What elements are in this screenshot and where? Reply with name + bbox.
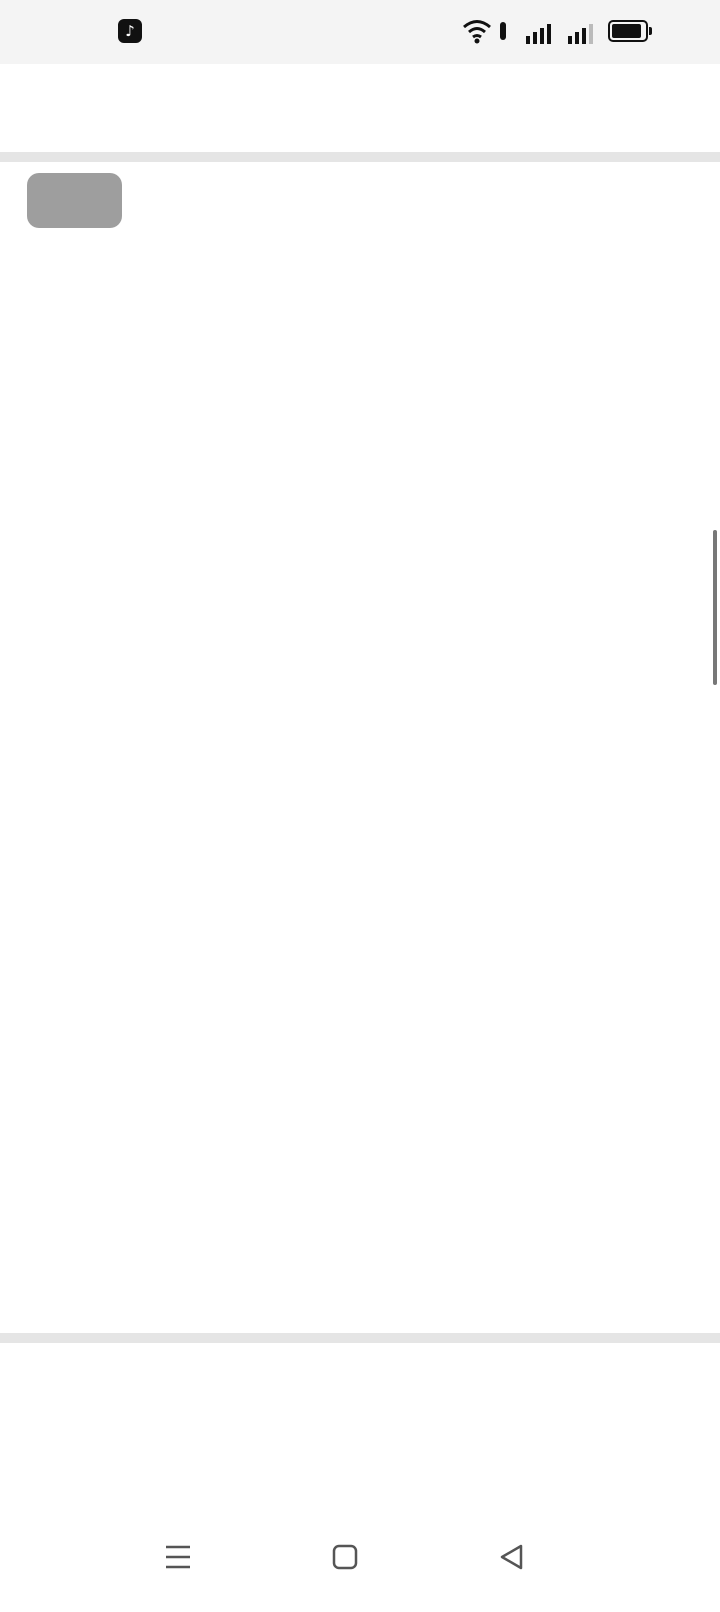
- home-icon[interactable]: [323, 1535, 367, 1579]
- battery-icon: [608, 20, 648, 42]
- page-divider: [0, 1333, 720, 1343]
- tiktok-icon: ♪: [118, 19, 142, 43]
- signal-5g-icon: [524, 18, 554, 44]
- signal-4g-icon: [566, 18, 596, 44]
- page-divider: [0, 152, 720, 162]
- page-indicator: [27, 173, 122, 228]
- wifi-icon: [462, 18, 492, 44]
- menu-icon[interactable]: [156, 1535, 200, 1579]
- navigation-bar: [0, 1505, 720, 1612]
- hd-badge: [500, 22, 506, 40]
- back-icon[interactable]: [490, 1535, 534, 1579]
- scrollbar[interactable]: [713, 530, 717, 685]
- status-bar: [0, 0, 720, 64]
